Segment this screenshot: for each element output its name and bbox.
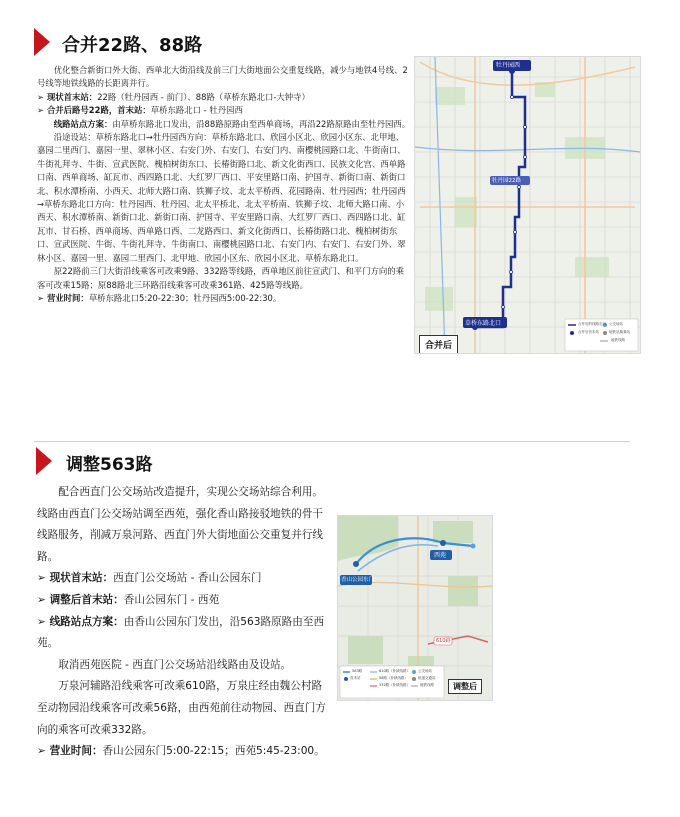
map-legend-item: 公交场站 [609, 322, 623, 326]
bullet-icon: ➢ [37, 292, 47, 303]
map-legend-item: 地铁站换乘站 [609, 330, 630, 334]
section-marker-icon [34, 28, 50, 56]
current-label: 现状首末站： [49, 572, 114, 585]
bullet-icon: ➢ [37, 572, 50, 585]
current-label: 现状首末站： [46, 91, 98, 102]
hours-value: 草桥东路北口5:20-22:30；牡丹园西5:00-22:30。 [88, 292, 282, 303]
stops-detail: 沿途设站：草桥东路北口→牡丹园西方向：草桥东路北口、欣园小区北、欣园小区东、北甲地、嘉园二里西门、嘉园一里、翠林小区、右安门外、右安门、右安门内、南樱桃园路口北、牛街南口、牛街礼拜寺、牛街、宣武医院、槐柏树街东口、长椿街路口北、新文化街西口、民族文化宫、西单路口南、西单商场、缸瓦市、西四路口北、大红罗厂西口、平安里路口南、护国寺、新街口南、新街口北、积水潭桥南、小西天、北师大路口南、铁狮子坟、北太平桥西、花园路南、牡丹园西；牡丹园西→草桥东路北口方向：牡丹园西、牡丹园、北太平桥北、北太平桥南、铁狮子坟、北师大路口南、小西天、积水潭桥南、新街口北、新街口南、护国寺、平安里路口南、大红罗厂西口、西四路口北、缸瓦市、甘石桥、西单商场、西单路口西、二龙路西口、新文化街西口、长椿街路口北、槐柏树街东口、宣武医院、牛街、牛街礼拜寺、牛街南口、南樱桃园路口北、右安门内、右安门、右安门外、翠林小区、嘉园一里、嘉园二里西门、北甲地、欣园小区东、欣园小区北、草桥东路北口。 [37, 132, 406, 263]
map-legend-item: 公交场站 [418, 669, 432, 673]
current-stations [37, 568, 329, 590]
hours-label: 营业时间： [46, 292, 89, 303]
map-legend-item: 地铁线路 [420, 683, 434, 687]
map-legend-item: 合并后首末站 [578, 330, 599, 334]
map-legend-item: 地铁线路 [611, 338, 625, 342]
map-legend-item: 首末站 [350, 676, 361, 680]
transfer-note: 万泉河辅路沿线乘客可改乘610路，万泉庄经由魏公村路至动物园沿线乘客可改乘56路，由西苑前往动物园、西直门方向的乘客可改乘332路。 [37, 680, 326, 736]
stops-value: 由草桥东路北口发出，沿88路原路由至西单商场，再沿22路原路由至牡丹园西。 [112, 118, 411, 129]
map-label-end: 西苑 [434, 552, 447, 559]
merged-value: 草桥东路北口 - 牡丹园西 [150, 105, 243, 116]
adjusted-value: 香山公园东门 - 西苑 [123, 593, 220, 606]
map-label-mid: 牡丹园22路 [492, 178, 521, 184]
map-caption: 合并后 [419, 335, 458, 354]
map-label-top: 牡丹园西 [496, 62, 521, 69]
map-label-start: 香山公园东门 [341, 577, 375, 583]
map-caption: 调整后 [448, 679, 482, 694]
bullet-icon: ➢ [37, 615, 50, 628]
intro-paragraph: 配合西直门公交场站改造提升，实现公交场站综合利用。线路由西直门公交场站调至西苑，强化香山路接驳地铁的骨干线路服务，削减万泉河路、西直门外大街地面公交重复并行线路。 [37, 486, 324, 563]
map-label-sub: 610路 [436, 638, 451, 644]
adjusted-label: 调整后首末站： [49, 593, 124, 606]
bullet-icon: ➢ [37, 105, 47, 116]
stops-value: 由香山公园东门发出，沿563路原路由至西苑。 [37, 615, 325, 650]
map-legend-item: 610路（补缺线路） [379, 669, 411, 673]
cancel-note: 取消西苑医院 - 西直门公交场站沿线路由及设站。 [58, 658, 292, 671]
route-map-merged [414, 56, 641, 354]
map-label-bottom: 草桥东路北口 [465, 320, 502, 327]
stops-plan [37, 612, 329, 655]
section-merge-22-88 [0, 0, 680, 380]
section-title: 调整563路 [66, 455, 153, 475]
stops-label: 线路站点方案： [49, 615, 124, 628]
stops-label: 线路站点方案： [53, 118, 113, 129]
service-hours [37, 292, 411, 305]
map-legend-item: 轨道交通站 [418, 676, 436, 680]
section-body [37, 482, 329, 763]
service-hours [37, 741, 329, 763]
transfer-note: 原22路前三门大街沿线乘客可改乘9路、332路等线路，西单地区前往宣武门、和平门方向的乘客可改乘15路；原88路北三环路沿线乘客可改乘361路、425路等线路。 [37, 266, 405, 290]
section-adjust-563 [0, 442, 680, 817]
map-legend-item: 332路（补缺线路） [379, 683, 411, 687]
map-legend-item: 56路（补缺线路） [379, 676, 408, 680]
stops-plan [37, 118, 411, 131]
map-legend-item: 合并后的线路走向 [578, 322, 606, 326]
map-legend-item: 563路 [352, 669, 363, 673]
route-map-adjusted [337, 515, 493, 701]
bullet-icon: ➢ [37, 745, 50, 758]
current-value: 22路（牡丹园西 - 前门）、88路（草桥东路北口-大钟寺） [97, 91, 310, 102]
section-body [37, 64, 411, 305]
merged-label: 合并后路号22路，首末站： [46, 105, 151, 116]
current-stations [37, 91, 411, 104]
current-value: 西直门公交场站 - 香山公园东门 [113, 572, 262, 585]
merged-stations [37, 104, 411, 117]
map-graphic [415, 57, 640, 353]
adjusted-stations [37, 590, 329, 612]
bullet-icon: ➢ [37, 593, 50, 606]
hours-label: 营业时间： [49, 745, 103, 758]
intro-paragraph: 优化整合新街口外大街、西单北大街沿线及前三门大街地面公交重复线路，减少与地铁4号线、2号线等地铁线路的长距离并行。 [37, 65, 408, 89]
section-title: 合并22路、88路 [62, 35, 203, 56]
hours-value: 香山公园东门5:00-22:15；西苑5:45-23:00。 [102, 745, 325, 758]
bullet-icon: ➢ [37, 91, 47, 102]
section-marker-icon [36, 447, 52, 475]
